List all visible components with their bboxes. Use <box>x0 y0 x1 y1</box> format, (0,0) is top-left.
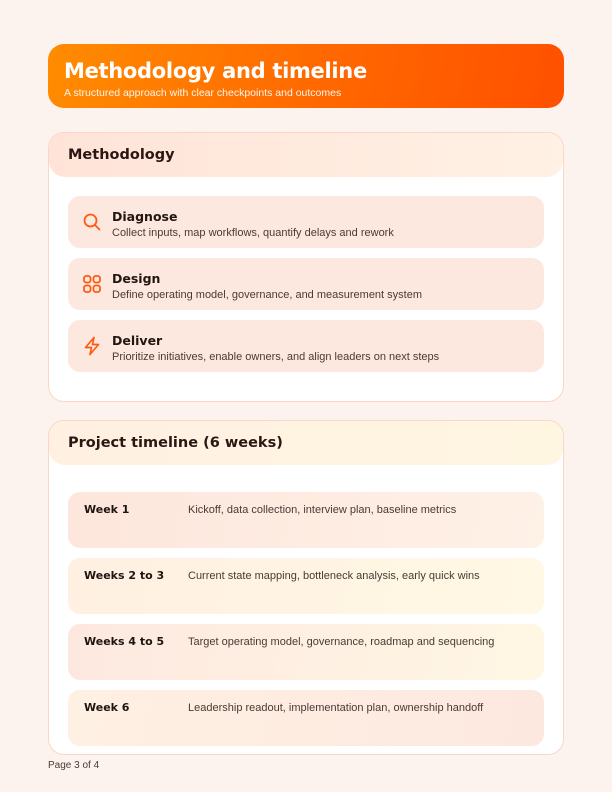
timeline-week-label: Weeks 2 to 3 <box>84 569 165 582</box>
page-number: Page 3 of 4 <box>48 760 100 771</box>
timeline-description: Target operating model, governance, roadmap and sequencing <box>188 636 495 648</box>
grid-icon <box>82 274 102 294</box>
methodology-card <box>48 132 564 402</box>
methodology-item-description: Prioritize initiatives, enable owners, and align leaders on next steps <box>112 351 440 363</box>
methodology-item-description: Collect inputs, map workflows, quantify delays and rework <box>112 227 394 239</box>
timeline-heading: Project timeline (6 weeks) <box>49 421 563 465</box>
methodology-list <box>68 196 544 382</box>
timeline-week-label: Week 1 <box>84 503 130 516</box>
timeline-week-label: Week 6 <box>84 701 130 714</box>
methodology-item-title: Design <box>112 271 161 286</box>
methodology-item-deliver <box>68 320 544 372</box>
methodology-heading: Methodology <box>49 133 563 177</box>
page-title: Methodology and timeline <box>64 59 367 83</box>
timeline-week-label: Weeks 4 to 5 <box>84 635 165 648</box>
timeline-list <box>68 492 544 755</box>
methodology-item-title: Deliver <box>112 333 163 348</box>
timeline-item-weeks-4-5 <box>68 624 544 680</box>
methodology-item-title: Diagnose <box>112 209 178 224</box>
methodology-item-design <box>68 258 544 310</box>
timeline-description: Kickoff, data collection, interview plan, baseline metrics <box>188 504 457 516</box>
page-subtitle: A structured approach with clear checkpoints and outcomes <box>64 87 342 99</box>
methodology-item-diagnose <box>68 196 544 248</box>
timeline-item-week-1 <box>68 492 544 548</box>
methodology-item-description: Define operating model, governance, and measurement system <box>112 289 423 301</box>
search-icon <box>82 212 102 232</box>
timeline-card <box>48 420 564 755</box>
timeline-item-week-6 <box>68 690 544 746</box>
timeline-description: Current state mapping, bottleneck analysis, early quick wins <box>188 570 480 582</box>
hero-banner <box>48 44 564 108</box>
lightning-icon <box>82 336 102 356</box>
timeline-item-weeks-2-3 <box>68 558 544 614</box>
timeline-description: Leadership readout, implementation plan, ownership handoff <box>188 702 484 714</box>
